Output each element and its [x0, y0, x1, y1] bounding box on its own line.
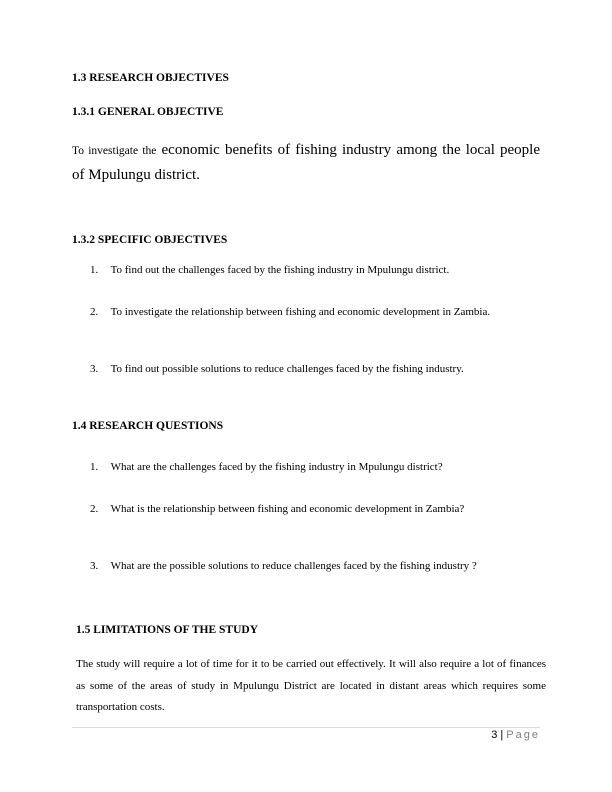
list-item	[90, 560, 477, 572]
general-objective-heading: 1.3.1 GENERAL OBJECTIVE	[72, 106, 224, 118]
list-number: 2.	[90, 503, 99, 515]
specific-objectives-heading: 1.3.2 SPECIFIC OBJECTIVES	[72, 234, 228, 246]
list-item	[90, 306, 490, 318]
list-text: To find out possible solutions to reduce challenges faced by the fishing industry.	[110, 363, 464, 375]
limitations-paragraph: The study will require a lot of time for it to be carried out effectively. It will also require a lot of finances as some of the areas of study in Mpulungu District are located in distant areas which requires some transportation costs.	[76, 658, 546, 713]
list-text: To find out the challenges faced by the fishing industry in Mpulungu district.	[110, 264, 450, 276]
list-number: 2.	[90, 306, 99, 318]
list-text: To investigate the relationship between fishing and economic development in Zambia.	[110, 306, 491, 318]
list-item	[90, 264, 449, 276]
list-item	[90, 461, 443, 473]
list-item	[90, 363, 464, 375]
list-number: 1.	[90, 461, 99, 473]
page-label: Page	[506, 729, 540, 741]
list-number: 3.	[90, 560, 99, 572]
list-number: 3.	[90, 363, 99, 375]
page-number: 3	[491, 729, 498, 741]
list-text: What are the challenges faced by the fishing industry in Mpulungu district?	[110, 461, 443, 473]
footer-divider	[72, 727, 540, 728]
research-questions-heading: 1.4 RESEARCH QUESTIONS	[72, 420, 224, 432]
general-objective-text: economic benefits of fishing industry among the local people of Mpulungu district.	[72, 142, 541, 183]
limitations-heading: 1.5 LIMITATIONS OF THE STUDY	[76, 624, 259, 636]
general-objective-lead: To investigate the	[72, 145, 157, 157]
footer-separator: |	[500, 729, 504, 741]
general-objective-paragraph	[72, 138, 540, 187]
list-text: What are the possible solutions to reduce challenges faced by the fishing industry ?	[110, 560, 477, 572]
research-objectives-heading: 1.3 RESEARCH OBJECTIVES	[72, 72, 229, 84]
list-number: 1.	[90, 264, 99, 276]
list-text: What is the relationship between fishing and economic development in Zambia?	[110, 503, 465, 515]
page-footer	[491, 729, 540, 741]
list-item	[90, 503, 464, 515]
